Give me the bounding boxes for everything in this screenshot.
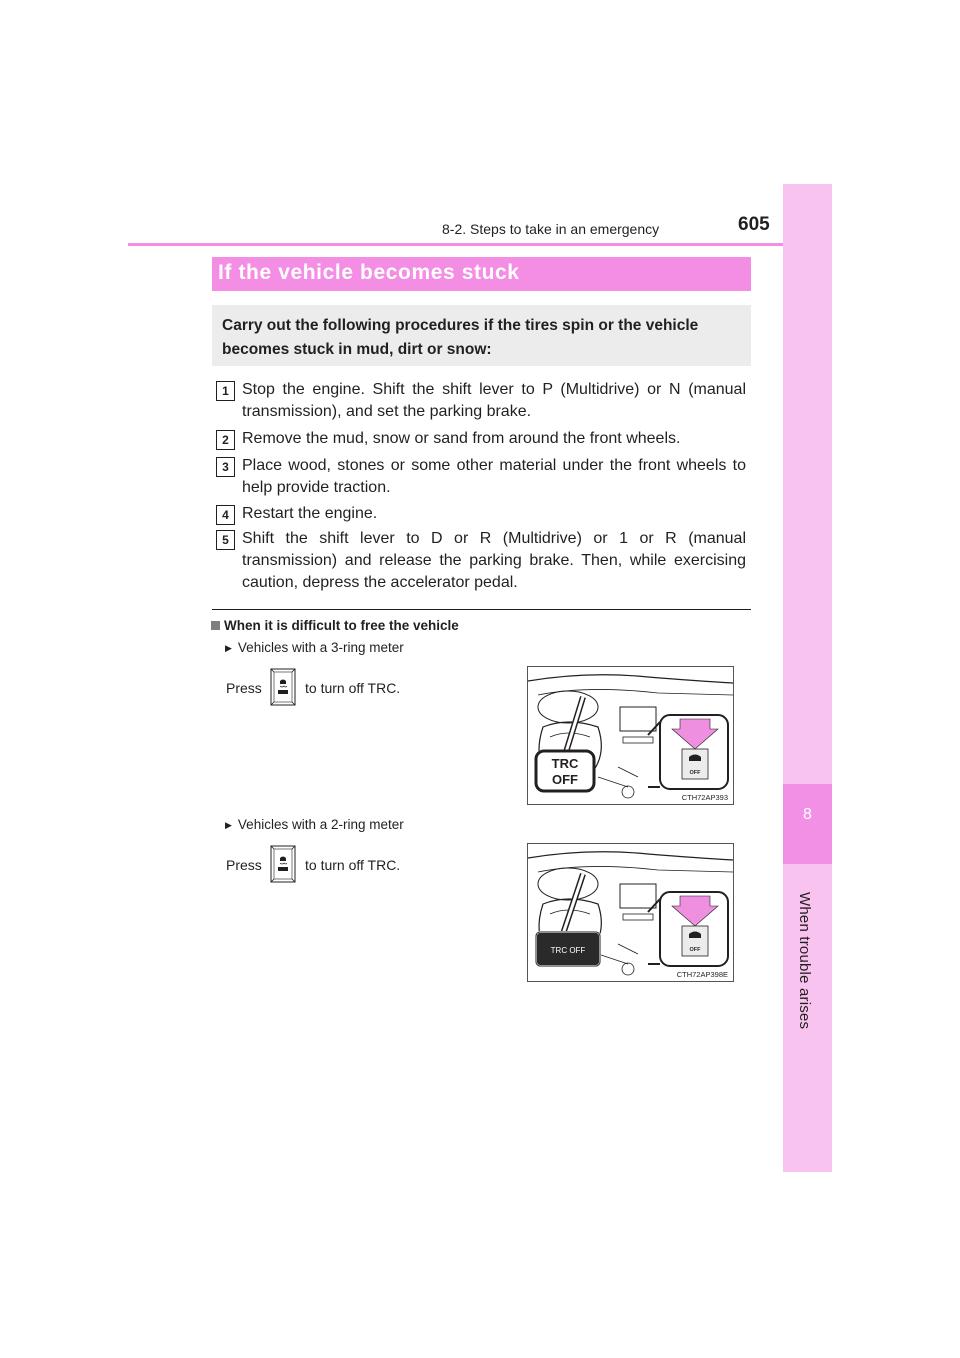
variant-label: Vehicles with a 3-ring meter bbox=[237, 640, 404, 655]
press-suffix-text: to turn off TRC. bbox=[305, 680, 401, 696]
section-title: If the vehicle becomes stuck bbox=[218, 261, 520, 284]
figure-code: CTH72AP398E bbox=[676, 970, 728, 979]
step-number-badge: 3 bbox=[216, 457, 235, 477]
header-rule bbox=[128, 243, 832, 246]
step-text: Restart the engine. bbox=[242, 505, 378, 522]
figure-button-label: OFF bbox=[689, 770, 701, 776]
note-heading-text: When it is difficult to free the vehicle bbox=[224, 618, 459, 633]
square-bullet-icon bbox=[211, 621, 220, 630]
step-text: Remove the mud, snow or sand from around the front wheels. bbox=[242, 430, 681, 447]
dashboard-illustration bbox=[528, 667, 733, 804]
step-number-badge: 5 bbox=[216, 530, 235, 550]
press-text: Press bbox=[226, 680, 262, 696]
callout-line-2: OFF bbox=[552, 772, 578, 787]
press-suffix-text: to turn off TRC. bbox=[305, 857, 401, 873]
callout-line-1: TRC bbox=[551, 756, 579, 771]
variant-2-instruction bbox=[226, 857, 401, 873]
page-number: 605 bbox=[738, 214, 770, 235]
note-heading bbox=[211, 618, 459, 633]
variant-2-bullet bbox=[225, 817, 404, 832]
chapter-side-tab bbox=[783, 184, 832, 1172]
step-number-badge: 4 bbox=[216, 505, 235, 525]
intro-box bbox=[212, 305, 751, 366]
chapter-title: When trouble arises bbox=[796, 892, 813, 1030]
figure-3-ring-meter bbox=[527, 666, 734, 805]
press-text: Press bbox=[226, 857, 262, 873]
step-number-badge: 1 bbox=[216, 381, 235, 401]
chapter-number-block bbox=[783, 784, 832, 864]
trc-off-button-icon bbox=[270, 668, 296, 706]
figure-button-label: OFF bbox=[689, 947, 701, 953]
figure-2-ring-meter bbox=[527, 843, 734, 982]
callout-line-1: TRC OFF bbox=[550, 946, 586, 955]
step-number-badge: 2 bbox=[216, 430, 235, 450]
triangle-bullet-icon: ▶ bbox=[225, 820, 232, 830]
section-divider bbox=[212, 609, 751, 610]
variant-1-instruction bbox=[226, 680, 401, 696]
dashboard-illustration bbox=[528, 844, 733, 981]
intro-text: Carry out the following procedures if the tires spin or the vehicle becomes stuck in mud, dirt or snow: bbox=[222, 317, 699, 358]
step-text: Stop the engine. Shift the shift lever to P (Multidrive) or N (manual transmission), and set the parking brake. bbox=[242, 381, 746, 420]
header-section-title: 8-2. Steps to take in an emergency bbox=[442, 221, 660, 237]
trc-off-button-icon bbox=[270, 845, 296, 883]
step-text: Place wood, stones or some other material under the front wheels to help provide traction. bbox=[242, 457, 746, 496]
chapter-number: 8 bbox=[803, 806, 812, 823]
figure-code: CTH72AP393 bbox=[681, 793, 728, 802]
triangle-bullet-icon: ▶ bbox=[225, 643, 232, 653]
variant-label: Vehicles with a 2-ring meter bbox=[237, 817, 404, 832]
variant-1-bullet bbox=[225, 640, 404, 655]
step-text: Shift the shift lever to D or R (Multidrive) or 1 or R (manual transmission) and release the parking brake. Then, while exercising caution, depress the accelerator pedal. bbox=[242, 530, 746, 591]
section-title-bar bbox=[212, 257, 751, 291]
